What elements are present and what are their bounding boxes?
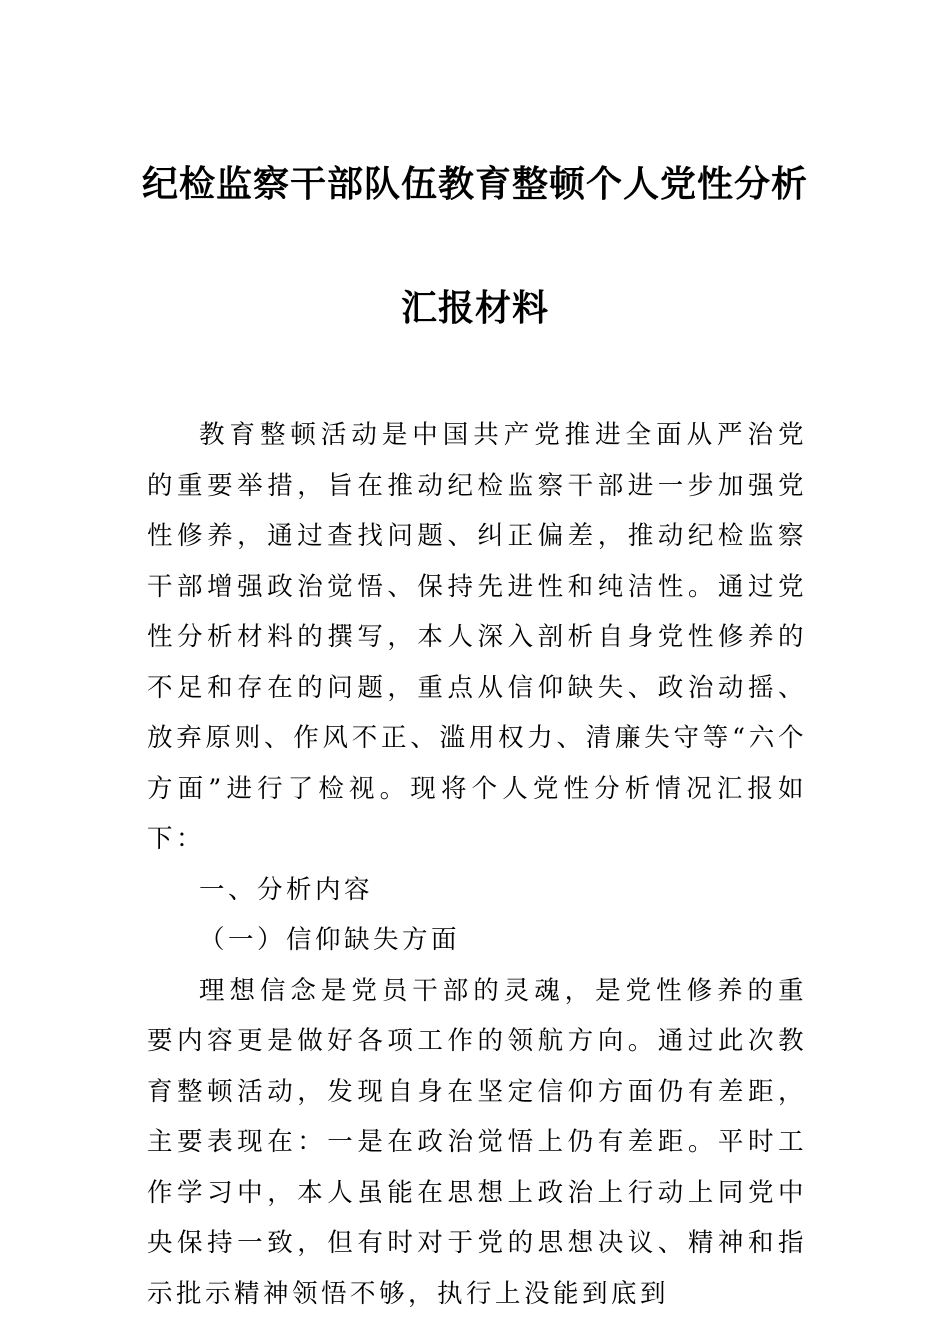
- document-title-line-1: 纪检监察干部队伍教育整顿个人党性分析: [141, 163, 808, 205]
- document-title-line-2: 汇报材料: [400, 287, 549, 329]
- subsection-heading-faith: （一）信仰缺失方面: [199, 925, 461, 955]
- section-heading-analysis: 一、分析内容: [199, 874, 374, 905]
- paragraph-faith: 理想信念是党员干部的灵魂，是党性修养的重要内容更是做好各项工作的领航方向。通过此次教育整顿活动，发现自身在坚定信仰方面仍有差距，主要表现在：一是在政治觉悟上仍有差距。平时工作学习中，本人虽能在思想上政治上行动上同党中央保持一致，但有时对于党的思想决议、精神和指示批示精神领悟不够，执行上没能到底到: [147, 975, 807, 1309]
- paragraph-intro: 教育整顿活动是中国共产党推进全面从严治党的重要举措，旨在推动纪检监察干部进一步加强党性修养，通过查找问题、纠正偏差，推动纪检监察干部增强政治觉悟、保持先进性和纯洁性。通过党性分析材料的撰写，本人深入剖析自身党性修养的不足和存在的问题，重点从信仰缺失、政治动摇、放弃原则、作风不正、滥用权力、清廉失守等“六个方面”进行了检视。现将个人党性分析情况汇报如下：: [147, 420, 807, 854]
- document-body: [147, 410, 807, 1319]
